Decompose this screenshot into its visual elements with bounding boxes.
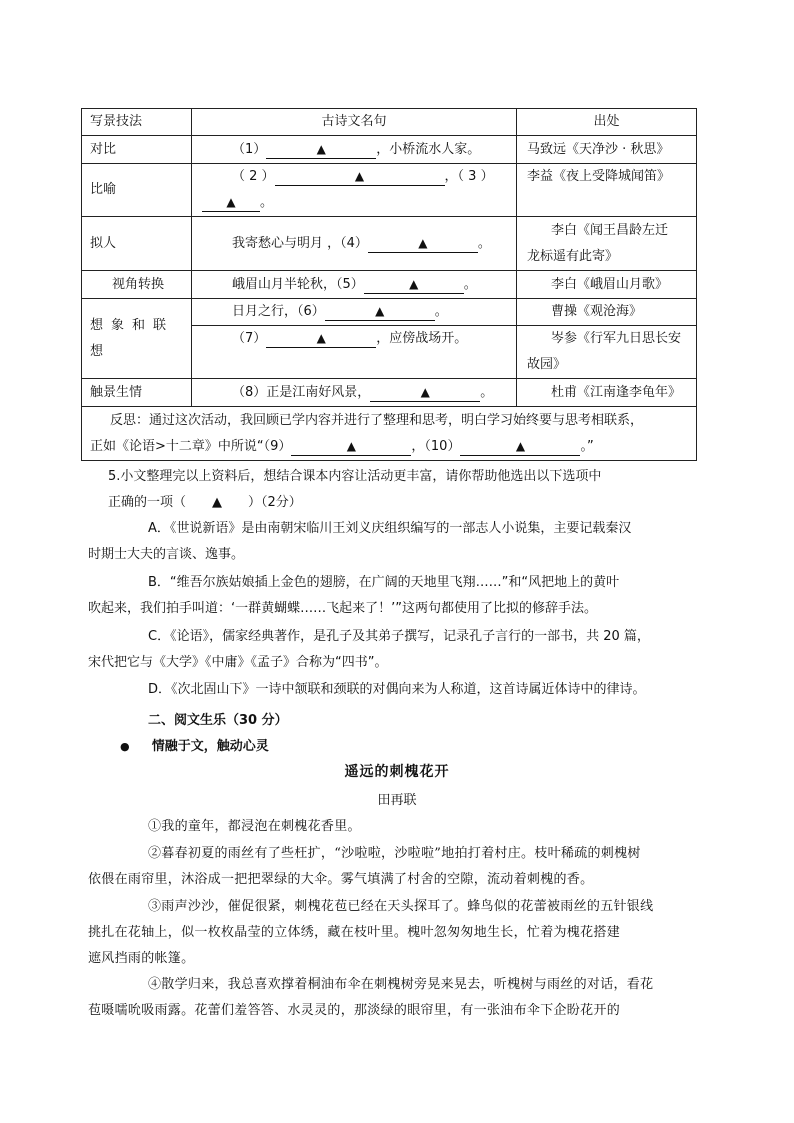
poem-cell: 我寄愁心与明月 ，（4） ▲ 。 [192,217,517,271]
source-cell: 李白《峨眉山月歌》 [517,271,697,299]
article-paragraph-1: ①我的童年，都浸泡在刺槐花香里。 [148,819,361,834]
blank-7[interactable]: ▲ [266,330,376,348]
blank-4[interactable]: ▲ [368,235,478,253]
blank-1[interactable]: ▲ [266,141,376,159]
option-c-line1[interactable]: C．《论语》，儒家经典著作，是孔子及其弟子撰写，记录孔子言行的一部书，共 20 篇， [148,629,650,644]
article-paragraph-4-line2: 苞嗫嚅吮吸雨露。花蕾们羞答答、水灵灵的，那淡绿的眼帘里，有一张油布伞下企盼花开的 [88,1003,621,1018]
table-header-row [82,109,697,136]
option-a-line2: 时期士大夫的言谈、逸事。 [88,547,245,562]
article-paragraph-3-line2: 挑扎在花轴上，似一枚枚晶莹的立体绣，藏在枝叶里。槐叶忽匆匆地生长，忙着为槐花搭建 [88,925,621,940]
poem-cell: （1） ▲ ，小桥流水人家。 [192,136,517,164]
article-paragraph-2-line1: ②暮春初夏的雨丝有了些枉扩，“沙啦啦，沙啦啦”地拍打着村庄。枝叶稀疏的刺槐树 [148,846,641,861]
poem-cell: （ 2 ） ▲ ，（ 3 ） ▲ 。 [192,164,517,217]
poem-cell: 峨眉山月半轮秋，（5） ▲ 。 [192,271,517,299]
article-paragraph-4-line1: ④散学归来，我总喜欢撑着桐油布伞在刺槐树旁晃来晃去，听槐树与雨丝的对话，看花 [148,977,654,992]
question-5-stem-line1: 5.小文整理完以上资料后，想结合课本内容让活动更丰富，请你帮助他选出以下选项中 [108,469,602,484]
bullet-dot-icon: ● [120,740,130,753]
source-cell: 马致远《天净沙 · 秋思》 [517,136,697,164]
reflection-row [82,407,697,461]
writing-techniques-table [81,108,697,461]
article-author: 田再联 [377,793,417,808]
article-paragraph-3-line3: 遮风挡雨的帐篷。 [88,951,195,966]
technique-cell: 想象和联想 [82,299,192,379]
table-row [82,299,697,326]
blank-2[interactable]: ▲ [275,168,445,186]
source-cell: 杜甫《江南逢李龟年》 [517,379,697,407]
section-2-heading: 二、阅文生乐（30 分） [148,713,288,728]
technique-cell: 触景生情 [82,379,192,407]
poem-cell: 日月之行，（6） ▲ 。 [192,299,517,326]
blank-8[interactable]: ▲ [370,384,480,402]
header-source: 出处 [517,109,697,136]
blank-10[interactable]: ▲ [460,438,580,456]
table-row [82,379,697,407]
poem-cell: （7） ▲ ，应傍战场开。 [192,326,517,379]
source-cell: 李白《闻王昌龄左迁龙标遥有此寄》 [517,217,697,271]
source-cell: 岑参《行军九日思长安故园》 [517,326,697,379]
blank-9[interactable]: ▲ [291,438,411,456]
article-title: 遥远的刺槐花开 [344,764,450,780]
poem-cell: （8）正是江南好风景， ▲ 。 [192,379,517,407]
header-poem: 古诗文名句 [192,109,517,136]
technique-cell: 比喻 [82,164,192,217]
source-cell: 李益《夜上受降城闻笛》 [517,164,697,217]
technique-cell: 对比 [82,136,192,164]
option-d-line1[interactable]: D．《次北固山下》一诗中颔联和颈联的对偶向来为人称道，这首诗属近体诗中的律诗。 [148,682,646,697]
article-paragraph-2-line2: 依偎在雨帘里，沐浴成一把把翠绿的大伞。雾气填满了村舍的空隙，流动着刺槐的香。 [88,872,594,887]
header-technique: 写景技法 [82,109,192,136]
blank-6[interactable]: ▲ [325,303,435,321]
option-b-line1[interactable]: B．“维吾尔族姑娘插上金色的翅膀，在广阔的天地里飞翔……”和“风把地上的黄叶 [148,575,620,590]
reflection-cell: 反思：通过这次活动，我回顾已学内容并进行了整理和思考，明白学习始终要与思考相联系， 正如《论语>十二章》中所说“（9） ▲ ，（10） ▲ 。” [82,407,697,461]
option-b-line2: 吹起来，我们拍手叫道：‘一群黄蝴蝶……飞起来了！’”这两句都使用了比拟的修辞手法。 [88,601,598,616]
bullet-heading: ● 情融于文，触动心灵 [120,739,269,754]
technique-cell: 拟人 [82,217,192,271]
technique-cell: 视角转换 [82,271,192,299]
article-paragraph-3-line1: ③雨声沙沙，催促很紧，刺槐花苞已经在天头探耳了。蜂鸟似的花蕾被雨丝的五针银线 [148,899,654,914]
table-row [82,217,697,271]
option-c-line2: 宋代把它与《大学》《中庸》《孟子》合称为“四书”。 [88,655,388,670]
blank-3[interactable]: ▲ [202,194,260,212]
blank-5[interactable]: ▲ [364,276,464,294]
table-row [82,164,697,217]
question-5-stem-line2[interactable]: 正确的一项（ ▲ ）（2分） [108,495,302,510]
source-cell: 曹操《观沧海》 [517,299,697,326]
table-row [82,271,697,299]
option-a-line1[interactable]: A．《世说新语》是由南朝宋临川王刘义庆组织编写的一部志人小说集，主要记载秦汉 [148,521,632,536]
table-row [82,136,697,164]
